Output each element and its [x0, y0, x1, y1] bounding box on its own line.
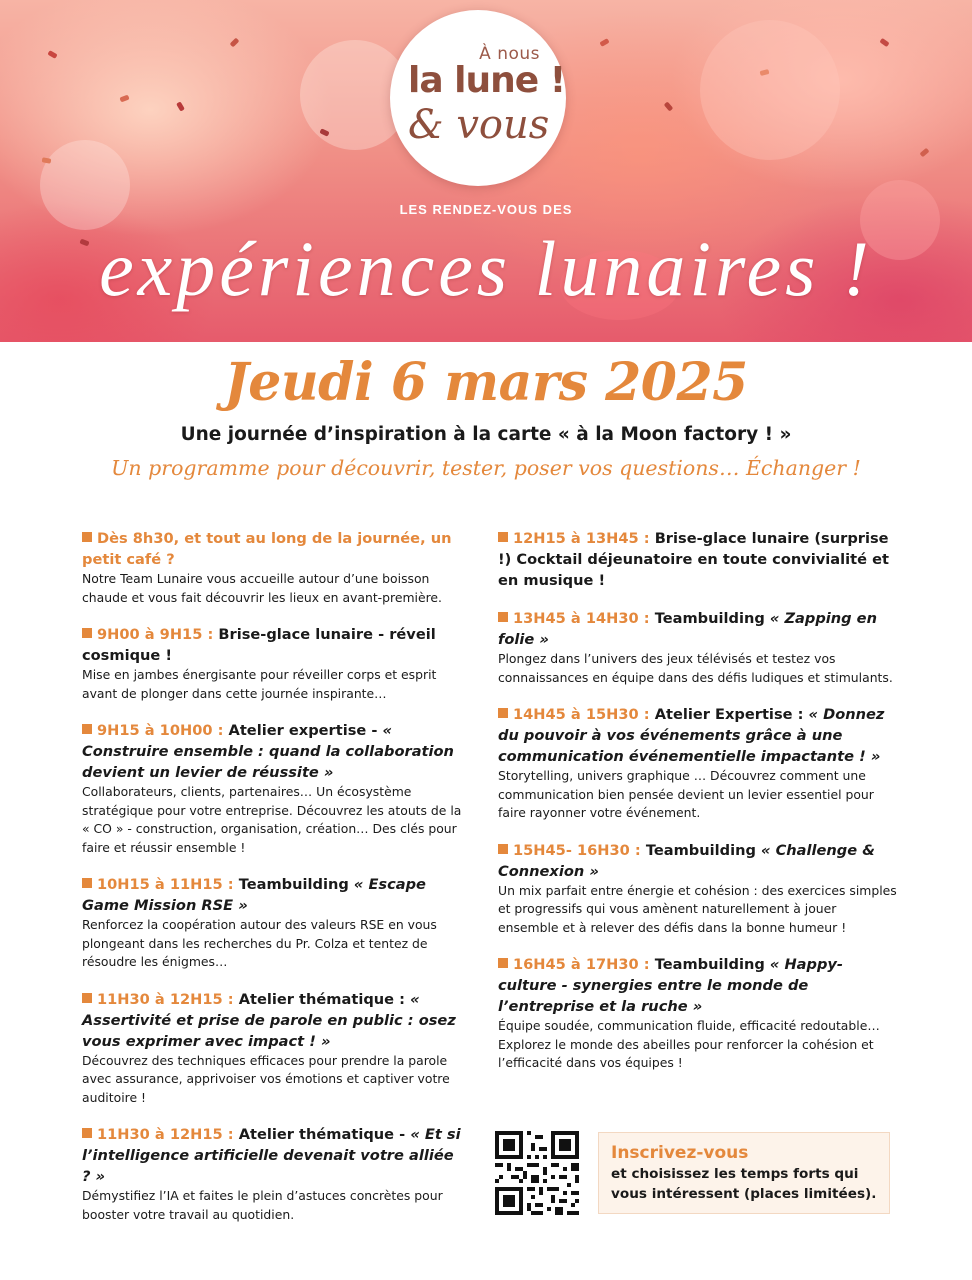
program-item-title: Teambuilding: [654, 956, 765, 973]
program-item: [498, 704, 898, 823]
bullet-square-icon: [82, 993, 92, 1003]
logo-line-2: la lune !: [408, 60, 566, 101]
confetti: [176, 101, 185, 111]
program-item-title: Atelier Expertise :: [654, 706, 804, 723]
qr-code[interactable]: [495, 1131, 579, 1215]
program-item-heading: [82, 624, 462, 666]
program-item-time: 12H15 à 13H45 :: [513, 530, 650, 547]
bullet-square-icon: [498, 612, 508, 622]
program-item-heading: [498, 840, 898, 882]
program-item-description: Notre Team Lunaire vous accueille autour d’une boisson chaude et vous fait découvrir les lieux en avant-première.: [82, 571, 442, 605]
program-item-highlight: « Zapping en folie »: [498, 610, 877, 648]
bullet-square-icon: [498, 844, 508, 854]
signup-text: et choisissez les temps forts qui vous intéressent (places limitées).: [611, 1166, 877, 1202]
program-item-description: Mise en jambes énergisante pour réveiller corps et esprit avant de plonger dans cette journée inspirante…: [82, 667, 437, 701]
logo-line-1: À nous: [479, 44, 540, 64]
program-item-title: Brise-glace lunaire - réveil cosmique !: [82, 626, 436, 664]
program-item-description: Plongez dans l’univers des jeux télévisés et testez vos connaissances en équipe dans des défis ludiques et stimulants.: [498, 651, 893, 685]
program-item-time: 11H30 à 12H15 :: [97, 1126, 234, 1143]
program-item-description: Un mix parfait entre énergie et cohésion : des exercices simples et progressifs qui vous amènent naturellement à jouer ensemble et à relever des défis dans la bonne humeur !: [498, 882, 897, 935]
bokeh-light: [700, 20, 840, 160]
program-item-highlight: « Happy-culture - synergies entre le monde de l’entreprise et la ruche »: [498, 956, 843, 1015]
program-item-highlight: « Escape Game Mission RSE »: [82, 876, 426, 914]
program-item-highlight: « Donnez du pouvoir à vos événements grâce à une communication événementielle impactante ! »: [498, 706, 885, 765]
hero-subtitle: LES RENDEZ-VOUS DES: [399, 202, 573, 217]
program-item-highlight: « Challenge & Connexion »: [498, 841, 875, 880]
program-item: [82, 1124, 462, 1224]
program-item-time: 13H45 à 14H30 :: [513, 610, 650, 627]
logo-line-3: & vous: [408, 102, 550, 148]
program-item-title: Atelier thématique -: [238, 1126, 406, 1143]
program-item-time: 16H45 à 17H30 :: [513, 956, 650, 973]
program-item-highlight: « Et si l’intelligence artificielle devenait votre alliée ? »: [82, 1126, 461, 1185]
program-item-heading: [82, 1124, 462, 1187]
confetti: [919, 148, 929, 158]
program-item: [498, 528, 898, 591]
program-item-heading: [82, 720, 462, 783]
program-item: [498, 954, 898, 1073]
bullet-square-icon: [82, 532, 92, 542]
program-item-heading: [498, 954, 898, 1017]
program-item-heading: [498, 704, 898, 767]
program-item-description: Équipe soudée, communication fluide, efficacité redoutable… Explorez le monde des abeilles pour renforcer la cohésion et l’efficacité dans vos équipes !: [498, 1018, 880, 1070]
program-item-time: 10H15 à 11H15 :: [97, 876, 234, 893]
program-right-column: [498, 528, 898, 1090]
bullet-square-icon: [498, 708, 508, 718]
brand-logo: [390, 10, 566, 186]
confetti: [42, 157, 52, 163]
program-item: [82, 624, 462, 703]
bullet-square-icon: [82, 1128, 92, 1138]
program-item-heading: [498, 528, 898, 591]
program-item: [82, 874, 462, 972]
program-item-heading: [82, 528, 462, 570]
program-item-heading: [82, 874, 462, 916]
confetti: [230, 38, 240, 48]
bullet-square-icon: [82, 724, 92, 734]
confetti: [599, 38, 609, 47]
program-item: [82, 720, 462, 857]
program-item-title: Teambuilding: [645, 841, 756, 859]
program-item-highlight: « Construire ensemble : quand la collaboration devient un levier de réussite »: [82, 722, 454, 781]
program-item-description: Démystifiez l’IA et faites le plein d’astuces concrètes pour booster votre travail au quotidien.: [82, 1188, 443, 1222]
hero-banner: [0, 0, 972, 342]
program-item-description: Collaborateurs, clients, partenaires… Un écosystème stratégique pour votre entreprise. Découvrez les atouts de la « CO » - construction, organisation, création… Des clés pour faire et réussir ensemble !: [82, 784, 462, 855]
bullet-square-icon: [82, 628, 92, 638]
program-item-title: Brise-glace lunaire (surprise !) Cocktail déjeunatoire en toute convivialité et en musique !: [498, 530, 889, 589]
program-item-heading: [82, 989, 462, 1052]
program-item-time: Dès 8h30, et tout au long de la journée, un petit café ?: [82, 530, 452, 568]
program-item-time: 15H45- 16H30 :: [513, 841, 641, 859]
program-item-time: 9H00 à 9H15 :: [97, 626, 214, 643]
program-item-time: 9H15 à 10H00 :: [97, 722, 224, 739]
program-item-time: 14H45 à 15H30 :: [513, 706, 650, 723]
event-date: Jeudi 6 mars 2025: [224, 352, 748, 413]
program-item-highlight: « Assertivité et prise de parole en public : osez vous exprimer avec impact ! »: [82, 990, 456, 1050]
bullet-square-icon: [498, 532, 508, 542]
program-item-description: Storytelling, univers graphique … Découvrez comment une communication bien pensée devient un levier essentiel pour faire rayonner votre événement.: [498, 768, 874, 820]
event-subtitle: Une journée d’inspiration à la carte « à la Moon factory ! »: [180, 424, 792, 445]
signup-title: Inscrivez-vous: [611, 1143, 749, 1163]
bullet-square-icon: [82, 878, 92, 888]
hero-title: expériences lunaires !: [99, 225, 873, 312]
program-item: [82, 989, 462, 1108]
program-item-time: 11H30 à 12H15 :: [97, 990, 234, 1008]
program-item: [82, 528, 462, 607]
program-item-title: Atelier thématique :: [238, 990, 405, 1008]
program-item-description: Renforcez la coopération autour des valeurs RSE en vous plongeant dans les recherches du Pr. Colza et tentez de résoudre les énigmes…: [82, 917, 437, 969]
program-item-heading: [498, 608, 898, 650]
program-item: [498, 840, 898, 938]
program-item-description: Découvrez des techniques efficaces pour prendre la parole avec assurance, apprivoiser vos émotions et captiver votre auditoire !: [82, 1052, 450, 1105]
program-item-title: Teambuilding: [238, 876, 349, 893]
qr-code-icon: [495, 1131, 579, 1215]
program-left-column: [82, 528, 462, 1241]
signup-box: [598, 1132, 890, 1214]
bullet-square-icon: [498, 958, 508, 968]
confetti: [664, 101, 674, 111]
event-tagline: Un programme pour découvrir, tester, poser vos questions… Échanger !: [111, 456, 861, 480]
confetti: [879, 38, 889, 47]
program-item: [498, 608, 898, 687]
program-item-title: Atelier expertise -: [228, 722, 378, 739]
confetti: [47, 50, 57, 59]
confetti: [119, 95, 129, 103]
program-item-title: Teambuilding: [654, 610, 765, 627]
